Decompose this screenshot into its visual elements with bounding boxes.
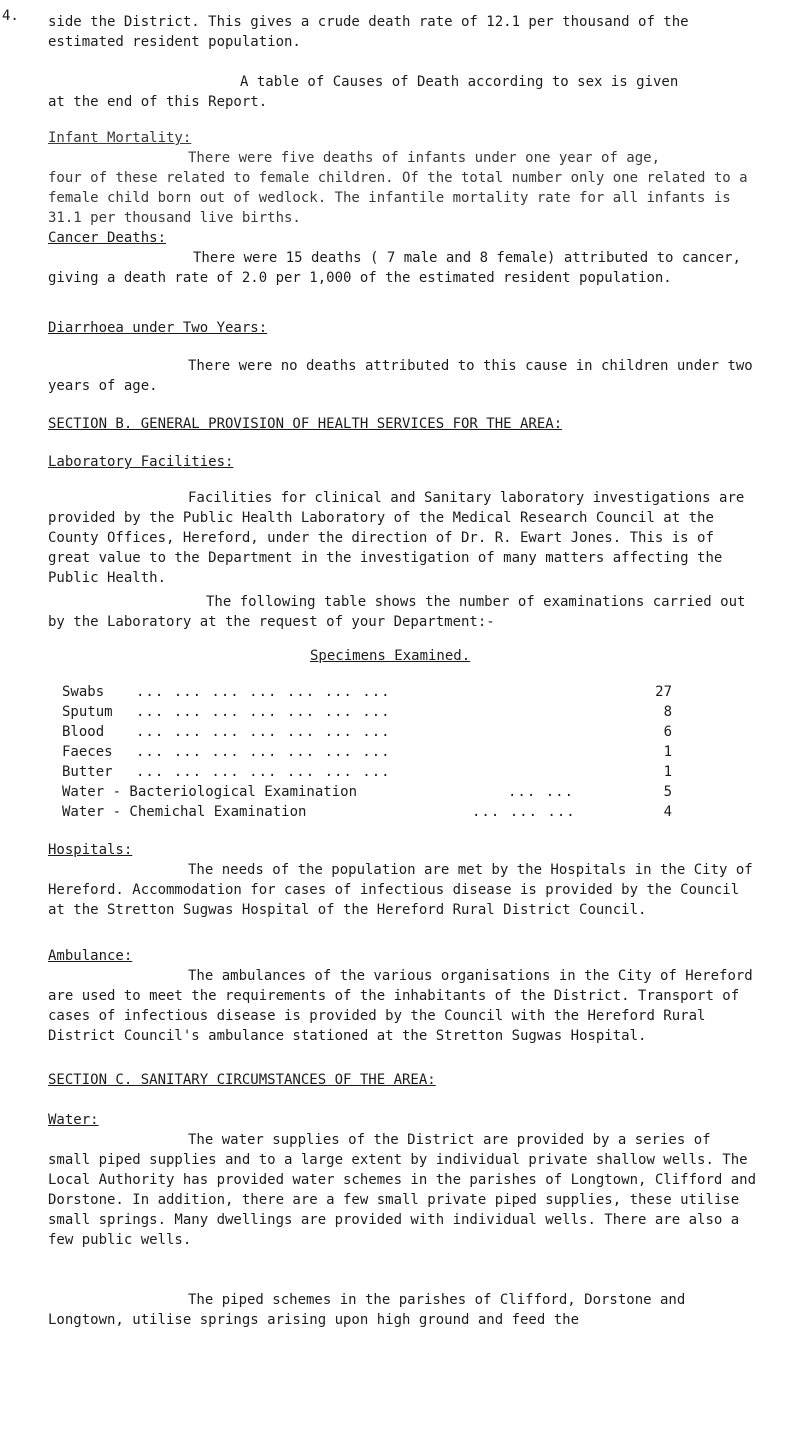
- specimen-label: Water - Bacteriological Examination: [62, 784, 358, 800]
- specimen-label: Sputum: [62, 704, 113, 720]
- specimen-row: [62, 782, 672, 802]
- water-text-continued: The piped schemes in the parishes of Clifford, Dorstone and Longtown, utilise springs arising upon high ground and feed the: [48, 1292, 686, 1328]
- table-intro: The following table shows the number of examinations carried out by the Laboratory at the request of your Department:-: [48, 594, 746, 630]
- intro-paragraph: side the District. This gives a crude death rate of 12.1 per thousand of the estimated resident population.: [48, 14, 689, 50]
- specimens-heading: Specimens Examined.: [310, 648, 471, 664]
- ambulance-heading: Ambulance:: [48, 948, 133, 964]
- diarrhoea-text: There were no deaths attributed to this cause in children under two years of age.: [48, 358, 753, 394]
- laboratory-heading: Laboratory Facilities:: [48, 454, 234, 470]
- page-number: 4.: [2, 8, 19, 24]
- infant-mortality-heading: Infant Mortality:: [48, 130, 192, 146]
- specimen-count: 27: [655, 684, 672, 700]
- leader-dots: ... ... ... ... ... ... ...: [136, 744, 391, 760]
- causes-table-note: A table of Causes of Death according to sex is given: [240, 74, 679, 90]
- hospitals-text: The needs of the population are met by the Hospitals in the City of Hereford. Accommodation for cases of infectious disease is provided by the Council at the Stretton Sugwas Hospital of the Hereford Rural District Council.: [48, 862, 753, 918]
- specimen-count: 5: [663, 784, 672, 800]
- specimen-row: [62, 682, 672, 702]
- specimen-row: [62, 742, 672, 762]
- leader-dots: ... ... ... ... ... ... ...: [136, 724, 391, 740]
- section-b-heading: SECTION B. GENERAL PROVISION OF HEALTH SERVICES FOR THE AREA:: [48, 416, 563, 432]
- specimen-label: Water - Chemichal Examination: [62, 804, 307, 820]
- specimen-row: [62, 802, 672, 822]
- ambulance-text: The ambulances of the various organisations in the City of Hereford are used to meet the requirements of the inhabitants of the District. Transport of cases of infectious disease is provided by the Council with the Hereford Rural District Council's ambulance stationed at the Stretton Sugwas Hospital.: [48, 968, 753, 1044]
- specimen-label: Butter: [62, 764, 113, 780]
- leader-dots: ... ...: [508, 784, 575, 800]
- causes-table-note-cont: at the end of this Report.: [48, 94, 268, 110]
- laboratory-text: Facilities for clinical and Sanitary laboratory investigations are provided by the Public Health Laboratory of the Medical Research Council at the County Offices, Hereford, under the direction of Dr. R. Ewart Jones. This is of great value to the Department in the investigation of many matters affecting the Public Health.: [48, 490, 745, 586]
- water-text: The water supplies of the District are provided by a series of small piped supplies and to a large extent by individual private shallow wells. The Local Authority has provided water schemes in the parishes of Longtown, Clifford and Dorstone. In addition, there are a few small private piped supplies, these utilise small springs. Many dwellings are provided with individual wells. There are also a few public wells.: [48, 1132, 757, 1248]
- hospitals-heading: Hospitals:: [48, 842, 133, 858]
- cancer-text: There were 15 deaths ( 7 male and 8 female) attributed to cancer, giving a death rate of 2.0 per 1,000 of the estimated resident population.: [48, 250, 741, 286]
- specimen-count: 1: [663, 764, 672, 780]
- cancer-heading: Cancer Deaths:: [48, 230, 167, 246]
- specimen-row: [62, 722, 672, 742]
- specimen-count: 6: [663, 724, 672, 740]
- specimen-count: 1: [663, 744, 672, 760]
- leader-dots: ... ... ... ... ... ... ...: [136, 684, 391, 700]
- specimen-label: Swabs: [62, 684, 105, 700]
- diarrhoea-heading: Diarrhoea under Two Years:: [48, 320, 268, 336]
- specimen-label: Blood: [62, 724, 105, 740]
- specimen-label: Faeces: [62, 744, 113, 760]
- water-heading: Water:: [48, 1112, 99, 1128]
- specimen-count: 8: [663, 704, 672, 720]
- infant-mortality-text-b: four of these related to female children. Of the total number only one related to a female child born out of wedlock. The infantile mortality rate for all infants is 31.1 per thousand live births.: [48, 170, 748, 226]
- specimen-row: [62, 702, 672, 722]
- leader-dots: ... ... ... ... ... ... ...: [136, 704, 391, 720]
- leader-dots: ... ... ... ... ... ... ...: [136, 764, 391, 780]
- specimen-row: [62, 762, 672, 782]
- leader-dots: ... ... ...: [472, 804, 576, 820]
- specimen-count: 4: [663, 804, 672, 820]
- section-c-heading: SECTION C. SANITARY CIRCUMSTANCES OF THE AREA:: [48, 1072, 436, 1088]
- infant-mortality-text-a: There were five deaths of infants under one year of age,: [188, 150, 661, 166]
